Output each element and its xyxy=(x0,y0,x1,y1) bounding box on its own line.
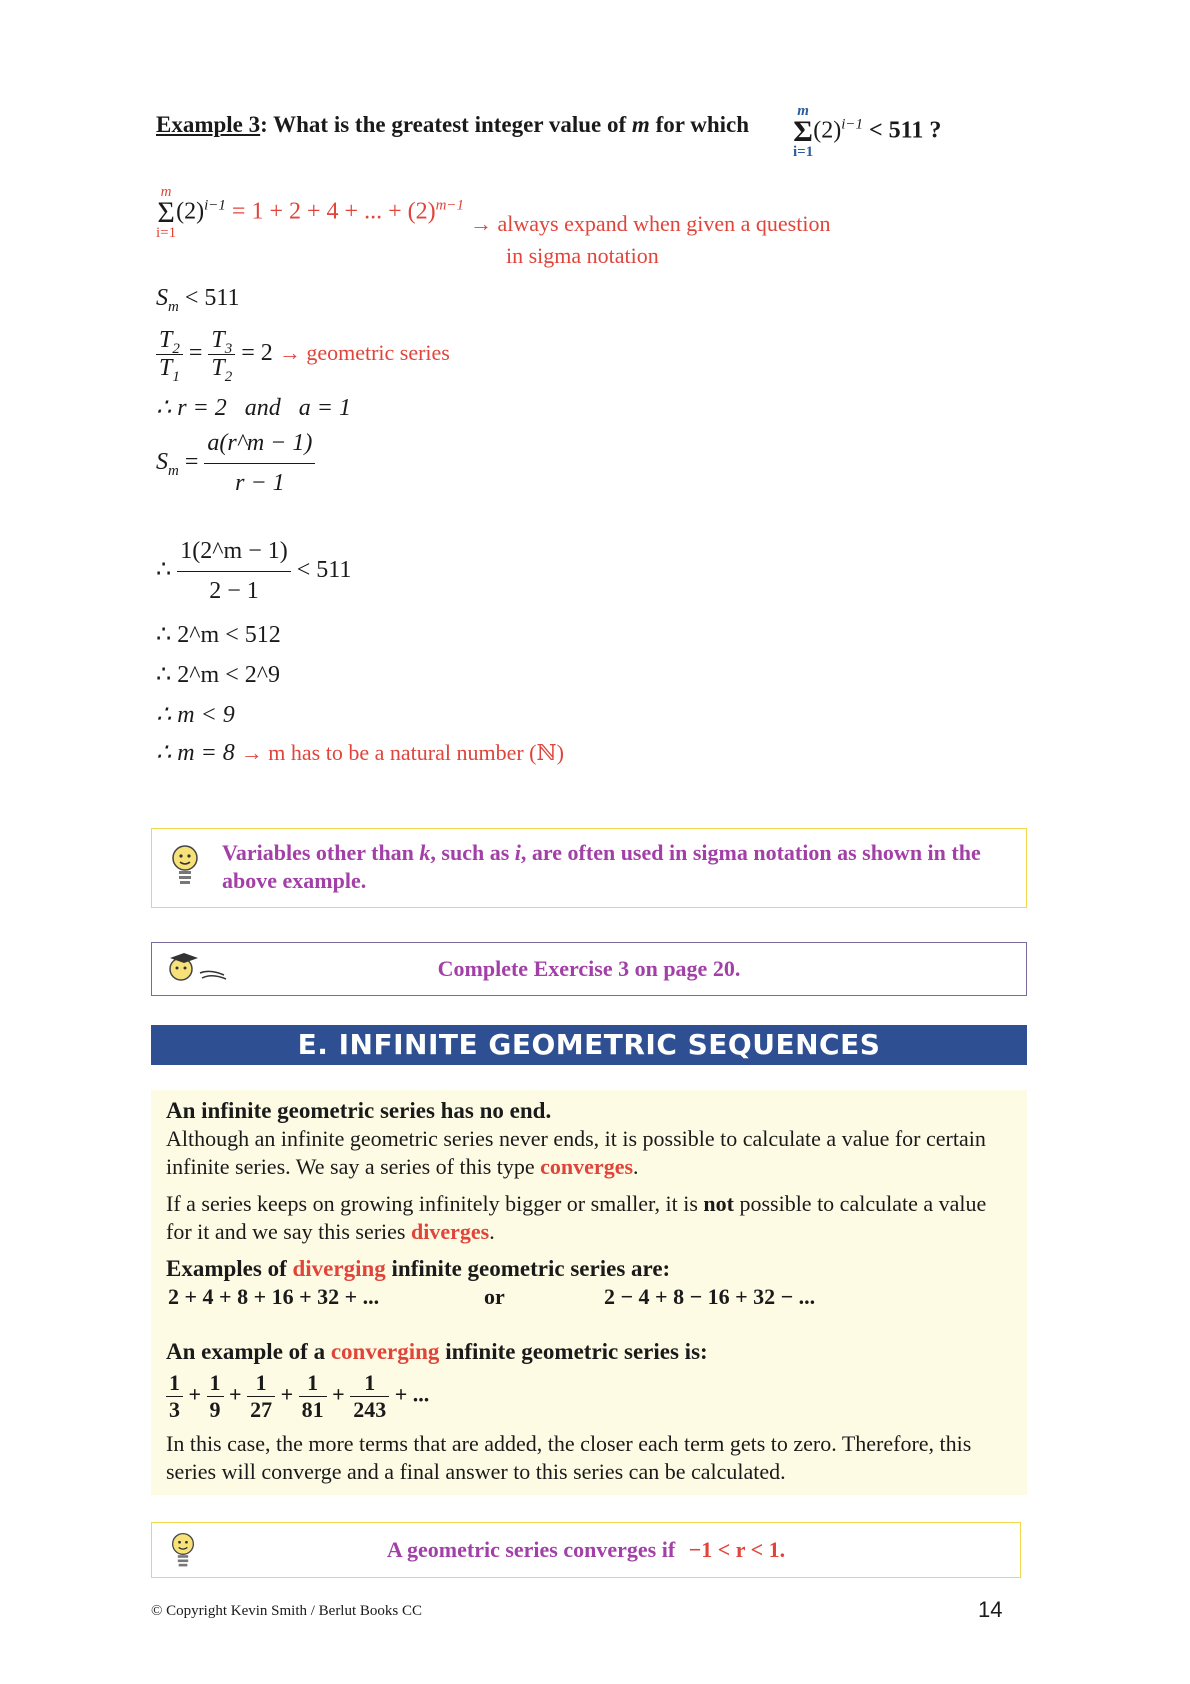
converging-heading: An example of a converging infinite geometric series is: xyxy=(166,1339,708,1364)
lightbulb-icon xyxy=(170,843,200,887)
expansion-note xyxy=(470,208,830,272)
ineq-rhs: < 511 xyxy=(296,557,352,584)
diverging-example-2: 2 − 4 + 8 − 16 + 32 − ... xyxy=(604,1284,816,1309)
infinite-paragraph-3: In this case, the more terms that are added, the closer each term gets to zero. Therefore, this series will converge and a final answer to this series can be calculated. xyxy=(166,1431,972,1484)
sm-inequality-rhs: < 511 xyxy=(184,285,240,311)
diverging-example-1: 2 + 4 + 8 + 16 + 32 + ... xyxy=(168,1284,380,1309)
ineq-den: 2 − 1 xyxy=(177,571,290,605)
ineq-num: 1(2^m − 1) xyxy=(180,538,288,564)
sigma-symbol: m Σ i=1 xyxy=(793,103,814,160)
expansion-exp: i−1 xyxy=(204,197,226,214)
ratio-result: = 2 xyxy=(241,340,273,367)
geometric-inequality: ∴ $\frac{1(2\^{}m - 1)}{2 - 1}$ < 511 xyxy=(156,538,352,604)
sm-formula: $S_m$ = $\frac{a(r\^{}m - 1)}{r - 1}$ xyxy=(156,430,315,497)
footer-copyright: © Copyright Kevin Smith / Berlut Books CC xyxy=(151,1603,422,1619)
converging-series: $\frac{1}{3}$ + $\frac{1}{9}$ + $\frac{1}{27}$ + $\frac{1}{81}$ + $\frac{1}{243}$ + ... xyxy=(166,1370,429,1423)
step-4-note: → m has to be a natural number (ℕ) xyxy=(240,740,564,765)
infinite-paragraph-2: If a series keeps on growing infinitely bigger or smaller, it is not possible to calculate a value for it and we say this series diverges. xyxy=(166,1191,987,1244)
tip-sigma-text: Variables other than k, such as i, are often used in sigma notation as shown in the above example. xyxy=(222,840,981,893)
sigma-exponent: i−1 xyxy=(841,116,863,133)
page-number: 14 xyxy=(978,1597,1003,1622)
ratio-line: $\frac{T_2}{T_1}$ = $\frac{T_3}{T_2}$ = 2 → geometric series xyxy=(156,327,450,382)
sigma-base: (2) xyxy=(813,117,842,144)
tip-box-sigma xyxy=(151,828,1027,908)
ratio-note: → geometric series xyxy=(278,340,450,366)
infinite-paragraph-1: Although an infinite geometric series never ends, it is possible to calculate a value for certain infinite series. We say a series of this type converges. xyxy=(166,1126,986,1179)
step-1: ∴ 2^m < 512 xyxy=(156,622,281,648)
expansion-base: (2) xyxy=(176,198,205,225)
sigma-lower: i=1 xyxy=(793,144,814,160)
r-a-line: ∴ r = 2 and a = 1 xyxy=(156,395,351,421)
expansion-sigma: m Σ i=1 xyxy=(156,184,177,241)
expansion-rhs: = 1 + 2 + 4 + ... + (2) xyxy=(225,198,436,225)
expansion-line xyxy=(156,185,464,241)
expansion-sigma-lower: i=1 xyxy=(156,225,177,241)
example-question-var: m xyxy=(631,112,650,137)
step-4-line xyxy=(156,738,564,767)
expansion-sigma-upper: m xyxy=(160,184,172,200)
example-question: : What is the greatest integer value of xyxy=(260,112,632,137)
tip-converges-text: A geometric series converges if −1 < r < 1. xyxy=(386,1537,786,1562)
step-3: ∴ m < 9 xyxy=(156,702,235,728)
sm-formula-num: a(r^m − 1) xyxy=(207,430,313,456)
example-sigma-expression xyxy=(793,104,941,160)
tip-box-converges xyxy=(151,1522,1021,1578)
infinite-heading: An infinite geometric series has no end. xyxy=(166,1098,552,1123)
step-2: ∴ 2^m < 2^9 xyxy=(156,662,280,688)
sm-inequality: $S_m < 511$ xyxy=(156,285,240,315)
example-label: Example 3 xyxy=(156,112,261,137)
diverging-or: or xyxy=(484,1284,505,1309)
sigma-upper: m xyxy=(797,103,809,119)
sigma-end: < 511 ? xyxy=(863,117,942,144)
exercise-box xyxy=(151,942,1027,996)
section-title: E. INFINITE GEOMETRIC SEQUENCES xyxy=(151,1025,1027,1065)
exercise-text[interactable]: Complete Exercise 3 on page 20. xyxy=(437,956,741,981)
example-heading xyxy=(156,112,749,138)
expansion-rhs-exp: m−1 xyxy=(435,197,465,214)
expansion-note-line2: in sigma notation xyxy=(506,243,659,268)
expansion-note-line1: → always expand when given a question xyxy=(470,211,831,236)
example-question-tail: for which xyxy=(649,112,750,137)
diverging-heading: Examples of diverging infinite geometric series are: xyxy=(166,1256,671,1281)
sm-formula-den: r − 1 xyxy=(204,463,315,497)
step-4: ∴ m = 8 xyxy=(156,740,235,766)
